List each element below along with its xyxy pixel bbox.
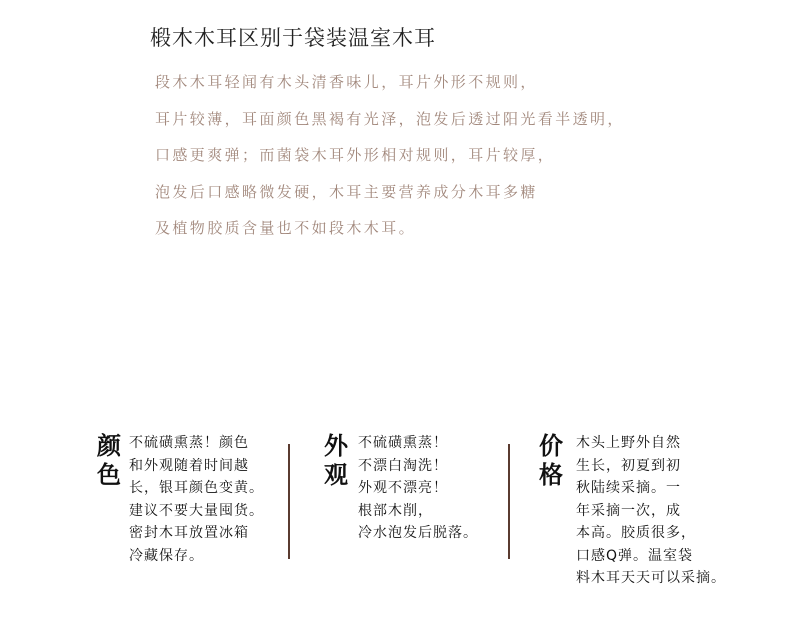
text-line: 和外观随着时间越 <box>129 457 249 474</box>
text-line: 不硫磺熏蒸！ <box>358 435 448 451</box>
text-line: 建议不要大量囤货。 <box>129 502 264 519</box>
intro-line: 及植物胶质含量也不如段木木耳。 <box>155 219 417 237</box>
intro-line: 段木木耳轻闻有木头清香味儿，耳片外形不规则， <box>155 73 538 91</box>
text-line: 密封木耳放置冰箱 <box>129 525 249 541</box>
text-line: 长，银耳颜色变黄。 <box>129 480 264 496</box>
color-heading <box>94 432 124 490</box>
price-description <box>576 432 726 590</box>
column-divider <box>508 444 510 559</box>
page-title: 椴木木耳区别于袋装温室木耳 <box>150 26 436 50</box>
text-line: 不硫磺熏蒸！颜色 <box>129 435 249 451</box>
text-line: 年采摘一次，成 <box>576 502 681 519</box>
color-description <box>129 432 264 567</box>
heading-char: 颜 <box>97 432 121 460</box>
text-line: 木头上野外自然 <box>576 435 681 451</box>
appearance-description <box>358 432 478 545</box>
text-line: 口感Q弹。温室袋 <box>576 547 694 564</box>
heading-char: 格 <box>539 461 563 489</box>
heading-char: 色 <box>97 461 121 489</box>
text-line: 秋陆续采摘。一 <box>576 480 681 496</box>
text-line: 不漂白淘洗！ <box>358 457 448 474</box>
text-line: 生长，初夏到初 <box>576 457 681 474</box>
price-heading <box>536 432 566 490</box>
appearance-heading <box>321 432 351 490</box>
text-line: 料木耳天天可以采摘。 <box>576 570 726 586</box>
intro-paragraph <box>155 64 755 247</box>
intro-line: 口感更爽弹；而菌袋木耳外形相对规则，耳片较厚， <box>155 146 556 164</box>
text-line: 本高。胶质很多， <box>576 525 696 541</box>
heading-char: 外 <box>324 432 348 460</box>
text-line: 外观不漂亮！ <box>358 480 448 496</box>
intro-line: 泡发后口感略微发硬，木耳主要营养成分木耳多糖 <box>155 182 538 201</box>
heading-char: 观 <box>324 461 348 489</box>
intro-line: 耳片较薄，耳面颜色黑褐有光泽，泡发后透过阳光看半透明， <box>155 109 625 128</box>
heading-char: 价 <box>539 432 563 460</box>
text-line: 冷水泡发后脱落。 <box>358 525 478 541</box>
column-divider <box>288 444 290 559</box>
text-line: 冷藏保存。 <box>129 547 204 564</box>
text-line: 根部木削， <box>358 502 433 519</box>
